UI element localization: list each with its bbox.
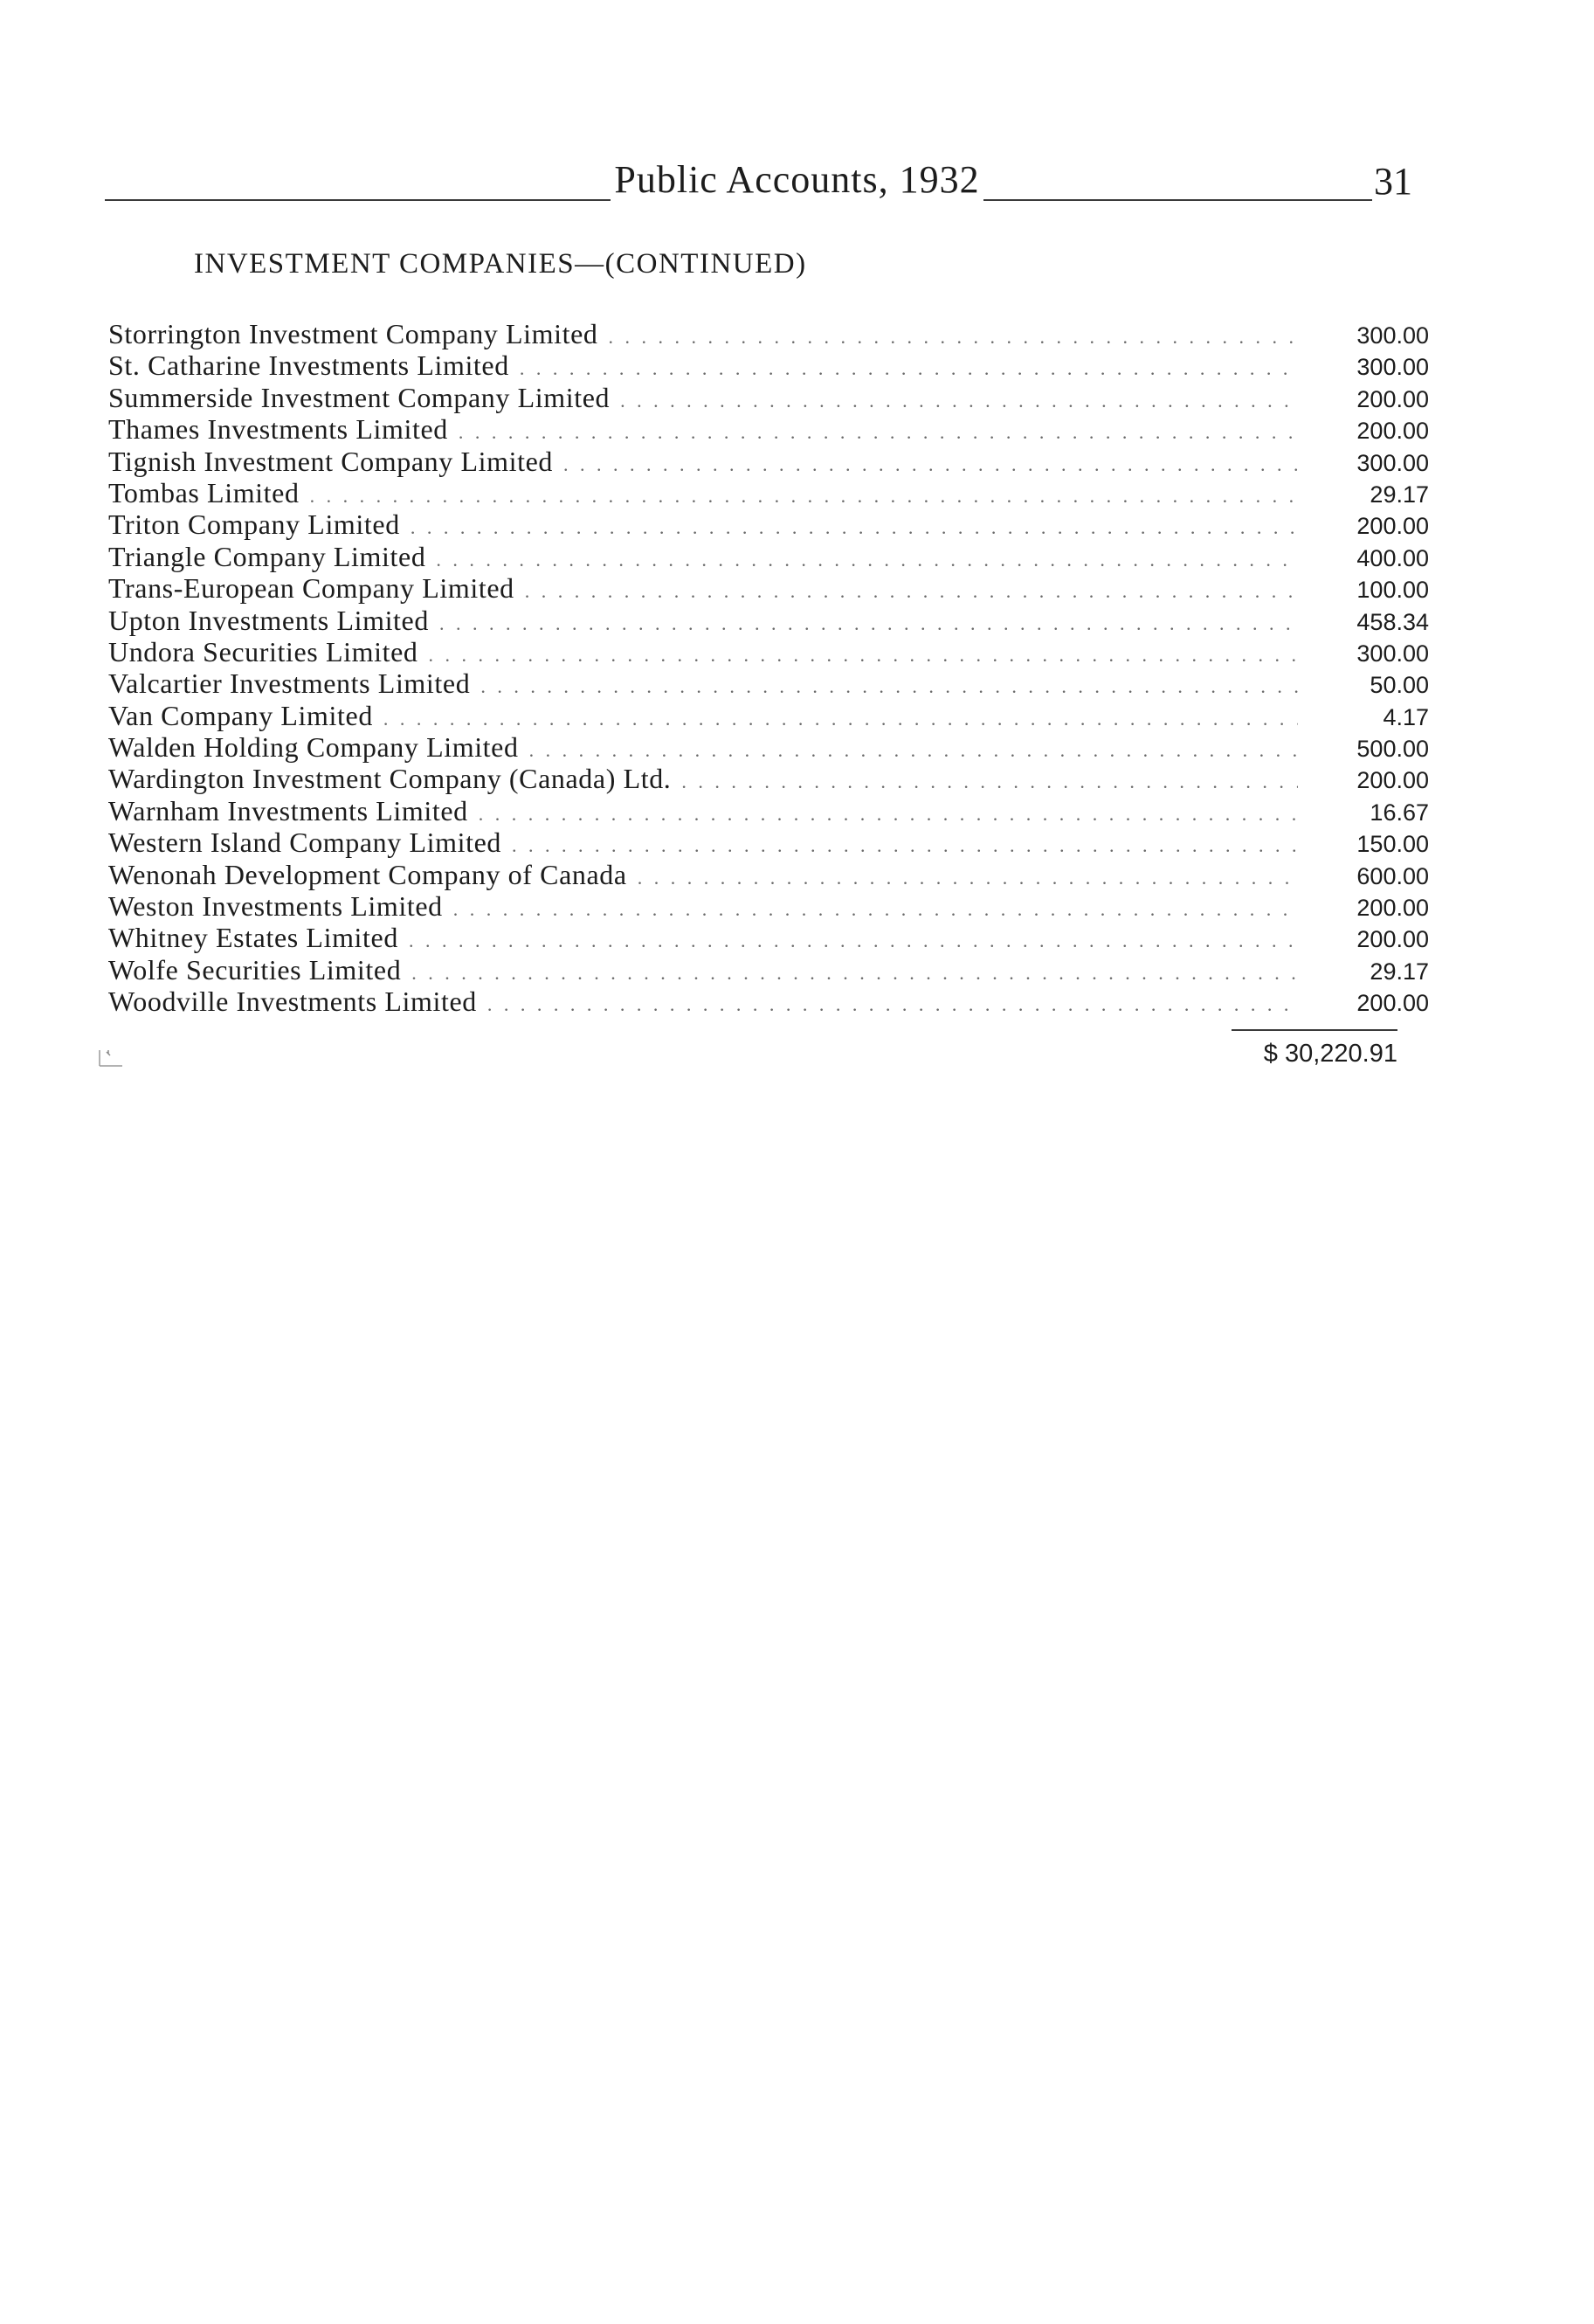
company-name: Walden Holding Company Limited [108, 731, 519, 764]
amount: 500.00 [1356, 736, 1429, 763]
amount: 400.00 [1356, 544, 1429, 571]
list-item [108, 349, 1429, 381]
company-name: St. Catharine Investments Limited [108, 349, 509, 382]
company-name: Thames Investments Limited [108, 413, 448, 446]
dot-leader [409, 930, 1298, 952]
list-item [108, 572, 1429, 604]
list-item [108, 446, 1429, 477]
company-name: Van Company Limited [108, 699, 373, 731]
dot-leader [479, 803, 1298, 826]
company-name: Storrington Investment Company Limited [108, 318, 598, 349]
amount: 29.17 [1370, 481, 1429, 508]
list-item [108, 318, 1429, 349]
dot-leader [439, 612, 1298, 635]
amount: 16.67 [1370, 799, 1429, 826]
company-name: Warnham Investments Limited [108, 794, 468, 827]
running-header [0, 157, 1594, 202]
dot-leader [436, 549, 1298, 571]
amount: 200.00 [1356, 513, 1429, 540]
company-name: Triangle Company Limited [108, 540, 426, 572]
total-rule [1232, 1029, 1397, 1031]
dot-leader [529, 739, 1298, 762]
dot-leader [411, 962, 1298, 985]
dot-leader [563, 453, 1298, 476]
company-name: Western Island Company Limited [108, 827, 501, 859]
amount: 100.00 [1356, 577, 1429, 604]
list-item [108, 413, 1429, 445]
company-name: Woodville Investments Limited [108, 986, 477, 1018]
company-name: Wardington Investment Company (Canada) Ltd. [108, 763, 672, 795]
entries-list [108, 318, 1429, 1018]
amount: 300.00 [1356, 640, 1429, 667]
list-item [108, 477, 1429, 508]
amount: 150.00 [1356, 831, 1429, 858]
list-item [108, 636, 1429, 667]
list-item [108, 382, 1429, 413]
dot-leader [638, 867, 1298, 889]
section-heading: INVESTMENT COMPANIES—(CONTINUED) [194, 248, 807, 280]
amount: 300.00 [1356, 449, 1429, 476]
dot-leader [411, 516, 1298, 539]
company-name: Whitney Estates Limited [108, 922, 398, 954]
page-number: 31 [1374, 160, 1412, 203]
amount: 200.00 [1356, 895, 1429, 922]
dot-leader [428, 644, 1298, 667]
list-item [108, 954, 1429, 986]
company-name: Wolfe Securities Limited [108, 953, 402, 986]
list-item [108, 827, 1429, 858]
list-item [108, 605, 1429, 636]
amount: 200.00 [1356, 418, 1429, 445]
list-item [108, 508, 1429, 540]
amount: 200.00 [1356, 767, 1429, 794]
company-name: Summerside Investment Company Limited [108, 381, 611, 413]
amount: 300.00 [1356, 354, 1429, 381]
dot-leader [681, 771, 1298, 793]
amount: 458.34 [1356, 608, 1429, 635]
company-name: Wenonah Development Company of Canada [108, 858, 627, 890]
dot-leader [512, 834, 1298, 857]
amount: 29.17 [1370, 958, 1429, 985]
list-item [108, 859, 1429, 890]
list-item [108, 731, 1429, 763]
company-name: Tignish Investment Company Limited [108, 445, 553, 477]
total-amount: $ 30,220.91 [1263, 1040, 1397, 1068]
company-name: Tombas Limited [108, 476, 300, 508]
company-name: Undora Securities Limited [108, 635, 418, 667]
company-name: Trans-European Company Limited [108, 572, 514, 605]
amount: 4.17 [1383, 703, 1429, 730]
list-item [108, 922, 1429, 953]
header-title: Public Accounts, 1932 [611, 158, 983, 201]
dot-leader [453, 898, 1298, 921]
scan-mark-icon [96, 1047, 131, 1069]
amount: 200.00 [1356, 926, 1429, 953]
company-name: Triton Company Limited [108, 508, 400, 541]
dot-leader [620, 390, 1298, 412]
dot-leader [525, 580, 1298, 603]
amount: 200.00 [1356, 990, 1429, 1017]
list-item [108, 667, 1429, 699]
dot-leader [487, 993, 1298, 1016]
list-item [108, 890, 1429, 922]
amount: 200.00 [1356, 385, 1429, 412]
dot-leader [520, 357, 1298, 380]
amount: 300.00 [1356, 322, 1429, 349]
dot-leader [459, 421, 1298, 444]
company-name: Valcartier Investments Limited [108, 667, 471, 700]
list-item [108, 700, 1429, 731]
dot-leader [480, 675, 1298, 698]
company-name: Upton Investments Limited [108, 604, 429, 636]
amount: 50.00 [1370, 672, 1429, 699]
list-item [108, 541, 1429, 572]
dot-leader [383, 708, 1298, 730]
list-item [108, 763, 1429, 794]
dot-leader [310, 485, 1298, 508]
company-name: Weston Investments Limited [108, 890, 443, 923]
dot-leader [609, 326, 1298, 349]
list-item [108, 986, 1429, 1017]
amount: 600.00 [1356, 862, 1429, 889]
list-item [108, 795, 1429, 827]
